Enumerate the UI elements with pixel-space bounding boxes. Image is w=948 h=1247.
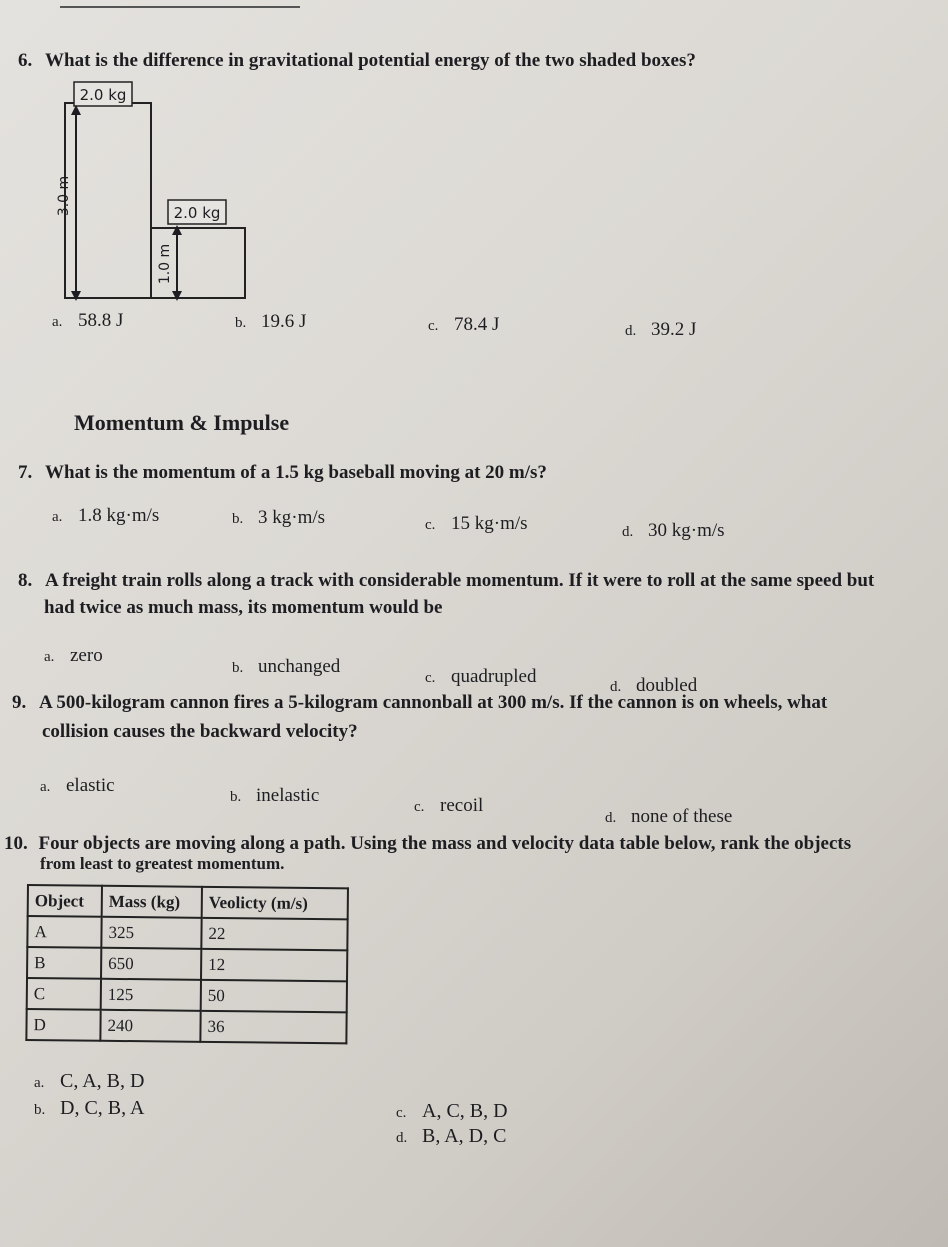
q6-option-b[interactable]: [235, 311, 306, 333]
option-letter: c.: [396, 1105, 407, 1121]
q10-option-b[interactable]: [34, 1097, 144, 1120]
table-row: [26, 1009, 346, 1043]
question-text-line-1: A 500-kilogram cannon fires a 5-kilogram cannonball at 300 m/s. If the cannon is on wheels, what: [39, 692, 828, 713]
table-row: [27, 947, 347, 981]
line-2-end: ?: [348, 721, 358, 742]
option-text: D, C, B, A: [60, 1097, 145, 1119]
table-row: [27, 978, 347, 1012]
line-2-emphasis: least to greatest momentum: [79, 854, 281, 873]
option-letter: c.: [428, 318, 439, 334]
question-number: 7.: [18, 462, 33, 483]
question-8-line-2: had twice as much mass, its momentum would be: [44, 597, 443, 618]
option-letter: c.: [425, 517, 436, 533]
top-rule: [60, 6, 300, 8]
table-header-cell: Veolicty (m/s): [202, 887, 348, 920]
question-8: [18, 570, 874, 592]
question-number: 8.: [18, 570, 33, 591]
option-text: unchanged: [258, 656, 341, 677]
option-letter: a.: [52, 509, 63, 525]
gpe-diagram: [50, 78, 260, 304]
tall-box: [65, 103, 151, 298]
table-cell: 12: [201, 949, 347, 982]
question-6: [18, 50, 696, 72]
option-text: elastic: [66, 775, 115, 796]
option-text: 58.8 J: [78, 310, 124, 331]
option-letter: a.: [44, 649, 55, 665]
question-text: What is the momentum of a 1.5 kg baseball moving at 20 m/s?: [45, 462, 547, 483]
option-text: 15 kg·m/s: [451, 513, 528, 534]
option-letter: d.: [622, 524, 634, 540]
q10-option-a[interactable]: [34, 1070, 144, 1093]
option-text: quadrupled: [451, 666, 537, 687]
option-text: C, A, B, D: [60, 1070, 145, 1092]
tall-box-mass-label: 2.0 kg: [79, 86, 127, 104]
table-header-cell: Object: [28, 885, 102, 917]
table-cell: C: [27, 978, 101, 1010]
option-text: B, A, D, C: [422, 1125, 507, 1147]
table-cell: 22: [201, 918, 347, 951]
question-10-line-2: [40, 854, 284, 874]
option-letter: d.: [605, 810, 617, 826]
option-letter: d.: [610, 679, 622, 695]
option-text: 19.6 J: [261, 311, 307, 332]
table-header-row: [28, 885, 348, 919]
option-text: zero: [70, 645, 103, 666]
option-letter: d.: [625, 323, 637, 339]
question-9: [12, 692, 827, 714]
option-letter: b.: [232, 511, 244, 527]
q8-option-c[interactable]: [425, 666, 536, 688]
q7-option-b[interactable]: [232, 507, 325, 529]
table-row: [27, 916, 347, 950]
short-box-mass-label: 2.0 kg: [173, 204, 221, 222]
q7-option-c[interactable]: [425, 513, 528, 535]
q10-option-c[interactable]: [396, 1100, 508, 1123]
option-text: 1.8 kg·m/s: [78, 505, 160, 526]
table-cell: A: [27, 916, 101, 948]
question-text-line-1: A freight train rolls along a track with considerable momentum. If it were to roll at the same speed but: [45, 570, 875, 591]
section-title: Momentum & Impulse: [74, 410, 290, 435]
option-letter: a.: [40, 779, 51, 795]
table-cell: 50: [201, 980, 347, 1013]
option-letter: b.: [235, 315, 247, 331]
option-text: 3 kg·m/s: [258, 507, 326, 528]
question-text: What is the difference in gravitational potential energy of the two shaded boxes?: [45, 50, 696, 71]
option-text: 30 kg·m/s: [648, 520, 725, 541]
option-letter: d.: [396, 1130, 408, 1146]
table-cell: 36: [200, 1011, 346, 1044]
q8-option-a[interactable]: [44, 645, 103, 667]
q9-option-c[interactable]: [414, 795, 483, 817]
option-letter: b.: [232, 660, 244, 676]
short-height-label: 1.0 m: [157, 243, 173, 285]
option-text: none of these: [631, 806, 733, 827]
question-number: 6.: [18, 50, 33, 71]
q6-option-a[interactable]: [52, 310, 123, 332]
option-text: inelastic: [256, 785, 320, 806]
option-letter: b.: [34, 1102, 46, 1118]
table-cell: B: [27, 947, 101, 979]
table-cell: 650: [101, 948, 201, 980]
q9-option-b[interactable]: [230, 785, 319, 807]
question-7: [18, 462, 547, 484]
option-letter: b.: [230, 789, 242, 805]
question-text-line-1: Four objects are moving along a path. Using the mass and velocity data table below, rank the objects: [38, 833, 852, 854]
q7-option-a[interactable]: [52, 505, 159, 527]
tall-height-label: 3.0 m: [56, 175, 72, 217]
table-cell: D: [26, 1009, 100, 1041]
option-text: 78.4 J: [454, 314, 500, 335]
table-cell: 240: [100, 1010, 200, 1042]
table-cell: 325: [101, 917, 201, 949]
q9-option-a[interactable]: [40, 775, 115, 797]
line-2-start: from: [40, 854, 80, 873]
table-cell: 125: [101, 979, 201, 1011]
option-text: doubled: [636, 675, 698, 696]
question-10: [4, 833, 851, 855]
q9-option-d[interactable]: [605, 806, 732, 828]
option-text: recoil: [440, 795, 484, 816]
q8-option-b[interactable]: [232, 656, 340, 678]
option-text: 39.2 J: [651, 319, 697, 340]
q10-option-d[interactable]: [396, 1125, 506, 1148]
line-2-start: collision causes the: [42, 721, 200, 742]
option-letter: a.: [52, 314, 63, 330]
line-2-emphasis: backward velocity: [199, 721, 349, 742]
option-letter: c.: [425, 670, 436, 686]
line-2-end: .: [280, 854, 285, 873]
q6-option-c[interactable]: [428, 314, 499, 336]
question-number: 9.: [12, 692, 27, 713]
question-9-line-2: [42, 721, 358, 743]
option-text: A, C, B, D: [422, 1100, 508, 1122]
question-number: 10.: [4, 833, 28, 854]
option-letter: a.: [34, 1075, 45, 1091]
q6-option-d[interactable]: [625, 319, 696, 341]
mass-velocity-table: [25, 884, 349, 1044]
table-header-cell: Mass (kg): [102, 886, 202, 918]
option-letter: c.: [414, 799, 425, 815]
q7-option-d[interactable]: [622, 520, 725, 542]
